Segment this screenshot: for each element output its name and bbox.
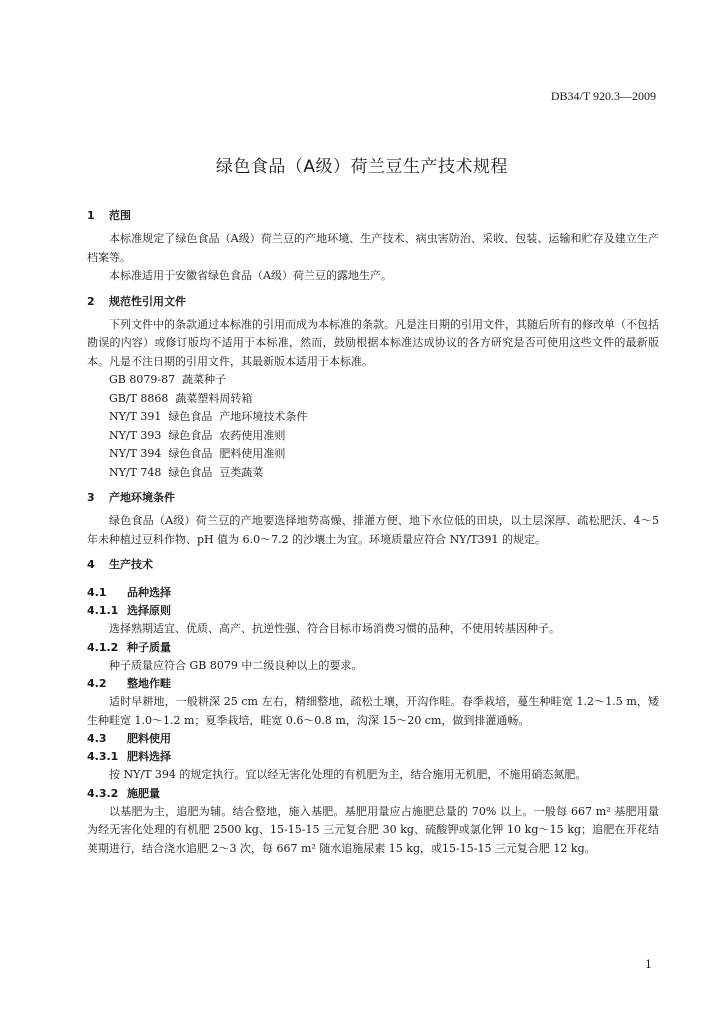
subsection-number: 4.1: [87, 586, 107, 599]
subsection-number: 4.1.1: [87, 604, 119, 617]
reference-item: GB/T 8868 蔬菜塑料周转箱: [109, 391, 253, 405]
subsection-heading-4-1: [87, 584, 659, 602]
reference-item: NY/T 393 绿色食品 农药使用准则: [109, 428, 286, 442]
subsection-heading-4-1-2: [87, 639, 659, 657]
section-number: 4: [87, 558, 95, 571]
subsection-title: 种子质量: [127, 640, 171, 654]
section-number: 1: [87, 209, 95, 222]
paragraph: 适时早耕地，一般耕深 25 cm 左右，精细整地，疏松土壤，开沟作畦。春季栽培，蔓生种畦宽 1.2～1.5 m，矮生种畦宽 1.0～1.2 m；夏季栽培，畦宽 0.6～0.8 m，沟深 15～20 cm，做到排灌通畅。: [87, 695, 659, 727]
paragraph: 本标准适用于安徽省绿色食品（A级）荷兰豆的露地生产。: [109, 269, 392, 282]
paragraph: 下列文件中的条款通过本标准的引用而成为本标准的条款。凡是注日期的引用文件，其随后所有的修改单（不包括勘误的内容）或修订版均不适用于本标准，然而，鼓励根据本标准达成协议的各方研究是否可使用这些文件的最新版本。凡是不注日期的引用文件，其最新版本适用于本标准。: [87, 317, 659, 368]
paragraph: 本标准规定了绿色食品（A级）荷兰豆的产地环境、生产技术、病虫害防治、采收、包装、运输和贮存及建立生产档案等。: [87, 232, 659, 264]
subsection-heading-4-3-1: [87, 748, 659, 766]
subsection-number: 4.3: [87, 732, 107, 745]
document-code: DB34/T 920.3—2009: [550, 89, 656, 103]
paragraph: 绿色食品（A级）荷兰豆的产地要选择地势高燥、排灌方便、地下水位低的田块，以土层深厚、疏松肥沃、4～5 年未种植过豆科作物、pH 值为 6.0～7.2 的沙壤土为宜。环境质量应符合 NY/T391 的规定。: [87, 514, 659, 546]
paragraph: 种子质量应符合 GB 8079 中二级良种以上的要求。: [109, 658, 363, 672]
reference-item: GB 8079-87 蔬菜种子: [109, 373, 227, 386]
section-title: 生产技术: [109, 558, 153, 571]
subsection-title: 肥料选择: [127, 750, 171, 763]
subsection-number: 4.1.2: [87, 640, 119, 654]
reference-item: NY/T 391 绿色食品 产地环境技术条件: [109, 410, 308, 423]
section-heading-4: [87, 557, 659, 573]
subsection-title: 品种选择: [127, 586, 171, 599]
subsection-title: 选择原则: [127, 604, 171, 617]
section-number: 3: [87, 491, 95, 504]
subsection-heading-4-2: [87, 675, 659, 693]
document-body: [87, 208, 659, 858]
subsection-title: 肥料使用: [127, 732, 171, 745]
paragraph: 以基肥为主，追肥为辅。结合整地，施入基肥。基肥用量应占施肥总量的 70% 以上。一般每 667 m² 基肥用量为经无害化处理的有机肥 2500 kg、15-15-15 三元复合肥 30 kg、硫酸钾或氯化钾 10 kg～15 kg；追肥在开花结荚期进行，结合浇水追肥 2～3 次，每 667 m² 随水追施尿素 15 kg，或15-15-15 三元复合肥 12 kg。: [87, 804, 659, 855]
subsection-number: 4.2: [87, 677, 107, 690]
subsection-heading-4-1-1: [87, 602, 659, 620]
page-number: 1: [645, 958, 652, 971]
paragraph: 按 NY/T 394 的规定执行。宜以经无害化处理的有机肥为主，结合施用无机肥，不施用硝态氮肥。: [109, 768, 587, 781]
section-title: 规范性引用文件: [109, 294, 186, 308]
subsection-heading-4-3: [87, 730, 659, 748]
paragraph: 选择熟期适宜、优质、高产、抗逆性强、符合目标市场消费习惯的品种，不使用转基因种子。: [109, 622, 560, 635]
section-heading-2: [87, 294, 659, 310]
subsection-title: 整地作畦: [127, 677, 171, 690]
subsection-number: 4.3.1: [87, 750, 119, 763]
reference-item: NY/T 394 绿色食品 肥料使用准则: [109, 447, 286, 460]
subsection-number: 4.3.2: [87, 786, 119, 800]
subsection-title: 施肥量: [127, 786, 160, 800]
section-heading-1: [87, 208, 659, 224]
section-heading-3: [87, 490, 659, 506]
document-title: 绿色食品（A级）荷兰豆生产技术规程: [215, 157, 509, 177]
section-title: 范围: [109, 209, 131, 222]
reference-item: NY/T 748 绿色食品 豆类蔬菜: [109, 465, 264, 479]
section-title: 产地环境条件: [109, 491, 175, 504]
subsection-heading-4-3-2: [87, 785, 659, 803]
section-number: 2: [87, 294, 95, 308]
